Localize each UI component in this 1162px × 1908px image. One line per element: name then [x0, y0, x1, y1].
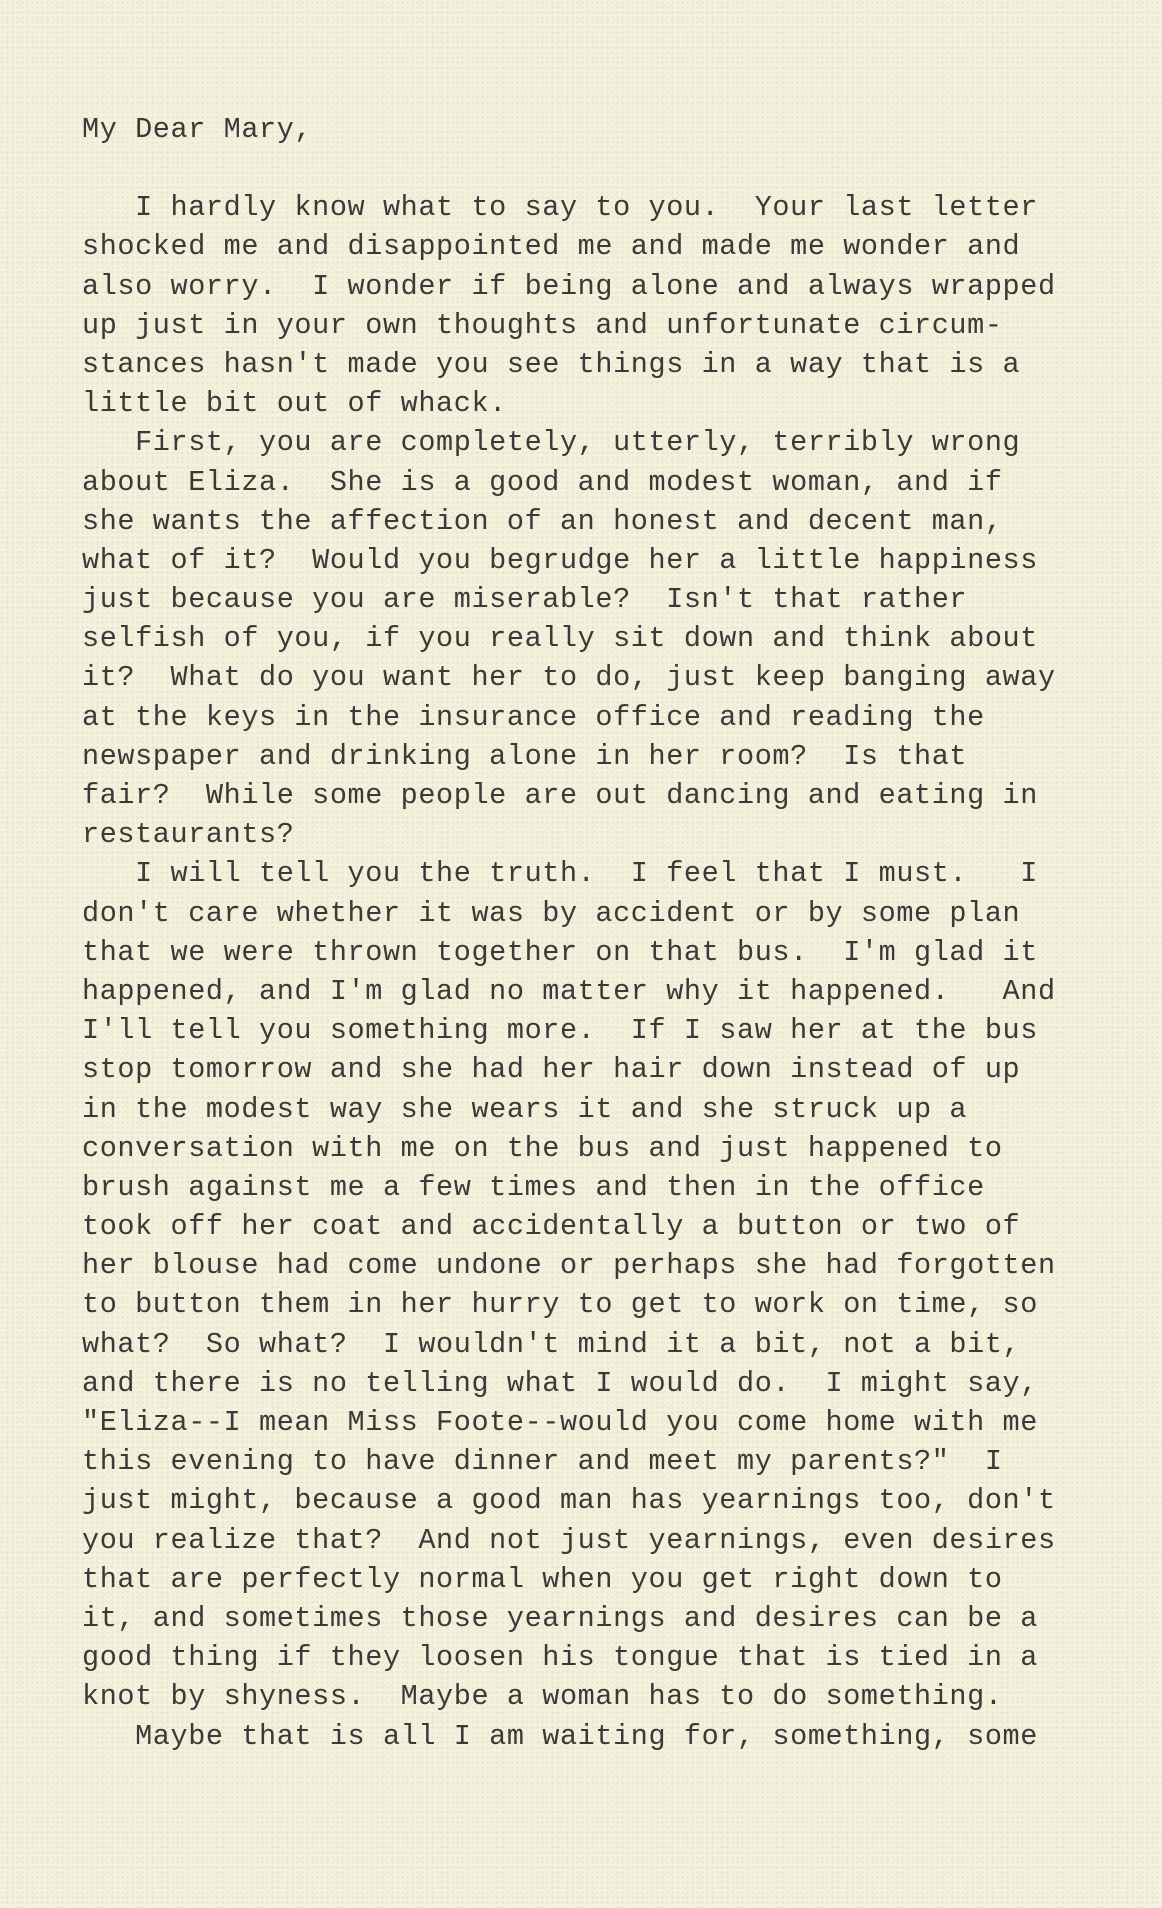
letter-line: don't care whether it was by accident or by some plan	[82, 896, 1021, 930]
letter-line: I'll tell you something more. If I saw her at the bus	[82, 1014, 1038, 1048]
letter-line: she wants the affection of an honest and decent man,	[82, 504, 1003, 538]
letter-line: in the modest way she wears it and she struck up a	[82, 1092, 968, 1126]
letter-line: fair? While some people are out dancing and eating in	[82, 779, 1038, 812]
letter-line: newspaper and drinking alone in her room? Is that	[82, 739, 968, 773]
letter-line: restaurants?	[82, 818, 295, 852]
letter-line: selfish of you, if you really sit down and think about	[82, 622, 1038, 656]
letter-line: shocked me and disappointed me and made me wonder and	[82, 230, 1021, 264]
letter-line: took off her coat and accidentally a button or two of	[82, 1210, 1021, 1244]
letter-line: that we were thrown together on that bus. I'm glad it	[82, 935, 1038, 969]
letter-line: up just in your own thoughts and unfortunate circum-	[82, 308, 1003, 342]
letter-line: at the keys in the insurance office and reading the	[82, 700, 985, 734]
letter-body	[82, 110, 1122, 1756]
letter-line: just because you are miserable? Isn't that rather	[82, 583, 968, 617]
letter-line: and there is no telling what I would do. I might say,	[82, 1366, 1038, 1400]
letter-line: I hardly know what to say to you. Your last letter	[82, 191, 1038, 225]
letter-line: knot by shyness. Maybe a woman has to do something.	[82, 1680, 1003, 1714]
letter-line: conversation with me on the bus and just happened to	[82, 1131, 1003, 1165]
letter-line: what of it? Would you begrudge her a little happiness	[82, 543, 1038, 577]
letter-line: brush against me a few times and then in the office	[82, 1170, 985, 1204]
letter-line: stop tomorrow and she had her hair down instead of up	[82, 1053, 1021, 1087]
letter-line: little bit out of whack.	[82, 387, 507, 421]
letter-line: "Eliza--I mean Miss Foote--would you come home with me	[82, 1406, 1038, 1439]
letter-line: this evening to have dinner and meet my parents?" I	[82, 1445, 1003, 1479]
letter-line: you realize that? And not just yearnings, even desires	[82, 1523, 1056, 1557]
letter-line: also worry. I wonder if being alone and always wrapped	[82, 269, 1056, 303]
letter-line: good thing if they loosen his tongue that is tied in a	[82, 1641, 1038, 1675]
letter-line: just might, because a good man has yearnings too, don't	[82, 1484, 1056, 1518]
letter-line: what? So what? I wouldn't mind it a bit, not a bit,	[82, 1327, 1021, 1361]
letter-line: First, you are completely, utterly, terribly wrong	[82, 426, 1021, 460]
letter-line: that are perfectly normal when you get right down to	[82, 1562, 1003, 1596]
letter-line: to button them in her hurry to get to work on time, so	[82, 1288, 1038, 1322]
letter-line: it? What do you want her to do, just keep banging away	[82, 661, 1056, 695]
letter-line: it, and sometimes those yearnings and desires can be a	[82, 1601, 1038, 1635]
letter-line: I will tell you the truth. I feel that I must. I	[82, 857, 1038, 891]
letter-line: about Eliza. She is a good and modest woman, and if	[82, 465, 1003, 499]
letter-line: her blouse had come undone or perhaps she had forgotten	[82, 1249, 1056, 1283]
letter-line: happened, and I'm glad no matter why it happened. And	[82, 974, 1056, 1008]
salutation: My Dear Mary,	[82, 113, 313, 146]
letter-line: stances hasn't made you see things in a way that is a	[82, 347, 1021, 381]
letter-line: Maybe that is all I am waiting for, something, some	[82, 1719, 1038, 1753]
